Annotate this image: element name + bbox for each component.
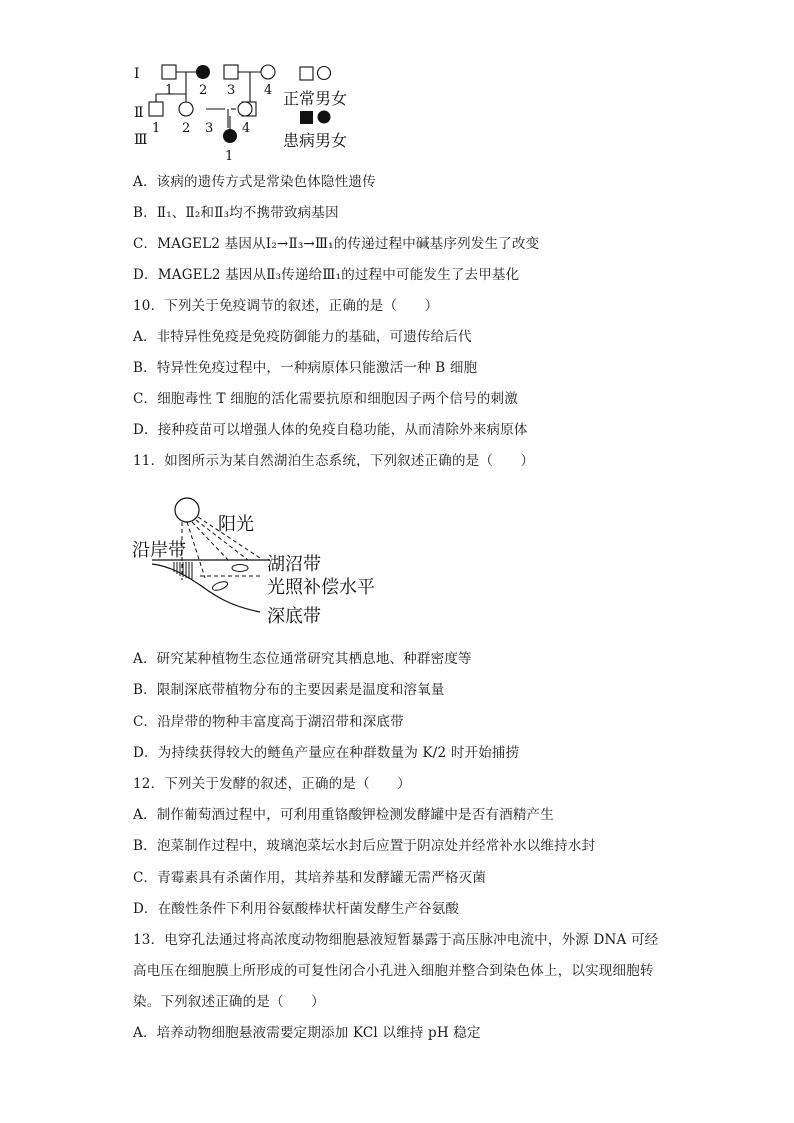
q9-option-c: C．MAGEL2 基因从Ⅰ₂→Ⅱ₃→Ⅲ₁的传递过程中碱基序列发生了改变: [133, 236, 540, 252]
q12-option-b: B．泡菜制作过程中，玻璃泡菜坛水封后应置于阴凉处并经常补水以维持水封: [133, 838, 596, 854]
gen1-num-4: 4: [264, 83, 273, 98]
gen-label-2: Ⅱ: [134, 105, 144, 121]
q9-option-b: B．Ⅱ₁、Ⅱ₂和Ⅱ₃均不携带致病基因: [133, 205, 339, 221]
q13-option-a: A．培养动物细胞悬液需要定期添加 KCl 以维持 pH 稳定: [133, 1025, 481, 1041]
q9-option-a: A．该病的遗传方式是常染色体隐性遗传: [133, 174, 376, 190]
legend-affected-female-symbol: [318, 111, 331, 124]
gen2-female-2-symbol: [179, 102, 193, 116]
q12-option-c: C．青霉素具有杀菌作用，其培养基和发酵罐无需严格灭菌: [133, 870, 487, 886]
q10-option-a: A．非特异性免疫是免疫防御能力的基础，可遗传给后代: [133, 329, 472, 345]
gen3-num-1: 1: [225, 149, 234, 164]
q10-stem: 10．下列关于免疫调节的叙述，正确的是（ ）: [133, 298, 439, 314]
limnetic-zone-label: 湖沼带: [267, 554, 321, 575]
gen1-female-2-symbol: [196, 65, 210, 79]
fish-icon: [232, 565, 248, 572]
legend-normal-female-symbol: [318, 67, 331, 80]
gen2-num-1: 1: [152, 121, 161, 136]
q11-stem: 11．如图所示为某自然湖泊生态系统，下列叙述正确的是（ ）: [133, 453, 535, 469]
q9-option-d: D．MAGEL2 基因从Ⅱ₃传递给Ⅲ₁的过程中可能发生了去甲基化: [133, 267, 520, 283]
q11-option-c: C．沿岸带的物种丰富度高于湖沼带和深底带: [133, 714, 404, 730]
gen1-female-4-symbol: [261, 65, 275, 79]
q12-option-d: D．在酸性条件下利用谷氨酸棒状杆菌发酵生产谷氨酸: [133, 901, 460, 917]
gen3-female-1-symbol: [223, 129, 237, 143]
q10-option-c: C．细胞毒性 T 细胞的活化需要抗原和细胞因子两个信号的刺激: [133, 391, 518, 407]
gen1-num-3: 3: [227, 83, 236, 98]
legend-normal-male-symbol: [300, 67, 313, 80]
gen1-male-3-symbol: [224, 65, 238, 79]
gen-label-1: Ⅰ: [134, 66, 140, 82]
q11-option-a: A．研究某种植物生态位通常研究其栖息地、种群密度等: [133, 651, 472, 667]
gen2-num-2: 2: [182, 121, 191, 136]
q10-option-d: D．接种疫苗可以增强人体的免疫自稳功能，从而清除外来病原体: [133, 422, 528, 438]
gen2-num-4: 4: [242, 121, 251, 136]
gen1-num-1: 1: [165, 83, 174, 98]
gen2-female-4-symbol: [238, 102, 252, 116]
gen2-male-1-symbol: [149, 102, 163, 116]
gen2-num-3: 3: [205, 121, 214, 136]
q11-option-b: B．限制深底带植物分布的主要因素是温度和溶氧量: [133, 682, 445, 698]
fish-icon-2: [211, 580, 228, 592]
legend-affected-male-symbol: [300, 111, 313, 124]
q12-stem: 12．下列关于发酵的叙述，正确的是（ ）: [133, 776, 411, 792]
q13-stem: 13．电穿孔法通过将高浓度动物细胞悬液短暂暴露于高压脉冲电流中，外源 DNA 可经高电压在细胞膜上所形成的可复性闭合小孔进入细胞并整合到染色体上，以实现细胞转染。下列叙述正确的是（ ）: [133, 932, 659, 1010]
gen-label-3: Ⅲ: [134, 132, 148, 148]
lake-ecosystem-diagram: [130, 490, 400, 635]
profundal-zone-label: 深底带: [267, 606, 321, 627]
q12-option-a: A．制作葡萄酒过程中，可利用重铬酸钾检测发酵罐中是否有酒精产生: [133, 807, 554, 823]
sun-label: 阳光: [218, 514, 254, 535]
q10-option-b: B．特异性免疫过程中，一种病原体只能激活一种 B 细胞: [133, 360, 478, 376]
gen1-num-2: 2: [199, 83, 208, 98]
littoral-zone-label: 沿岸带: [132, 540, 186, 561]
pedigree-diagram: [128, 60, 368, 165]
legend-normal-label: 正常男女: [283, 89, 348, 108]
gen1-male-1-symbol: [162, 65, 176, 79]
sun-icon: [175, 498, 199, 522]
q11-option-d: D．为持续获得较大的鲢鱼产量应在种群数量为 K/2 时开始捕捞: [133, 745, 520, 761]
legend-affected-label: 患病男女: [283, 131, 348, 150]
compensation-level-label: 光照补偿水平: [267, 577, 375, 598]
